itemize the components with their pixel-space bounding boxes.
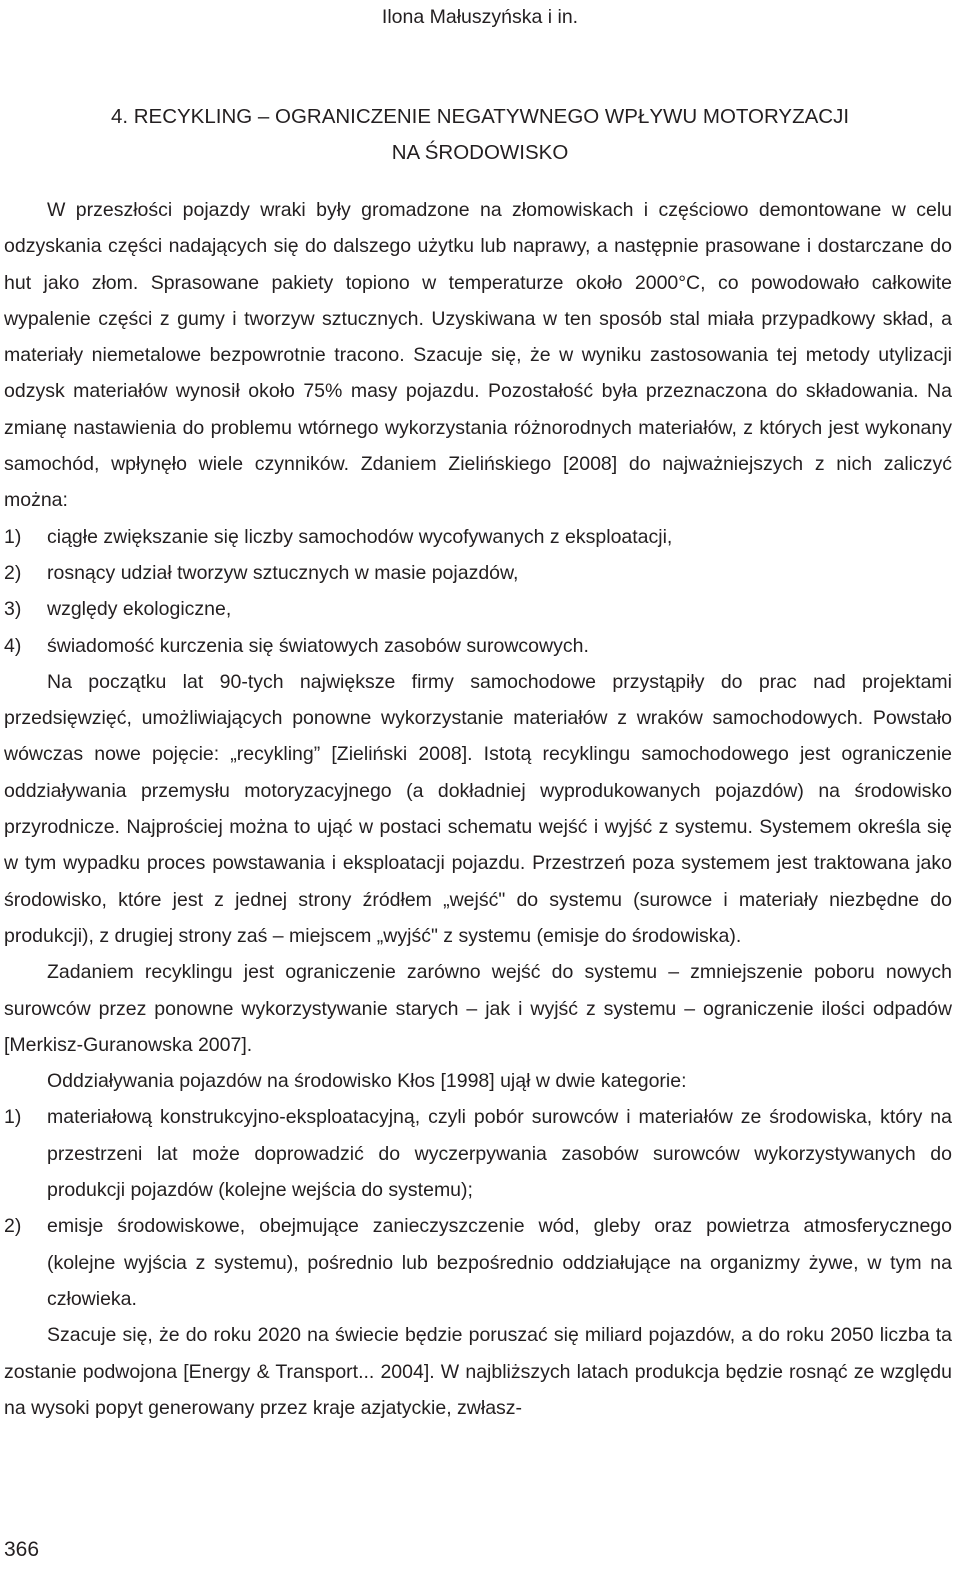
body-text <box>4 192 952 1426</box>
running-head: Ilona Małuszyńska i in. <box>381 6 579 28</box>
list-item-number: 2) <box>4 561 22 584</box>
list-item-text: ciągłe zwiększanie się liczby samochodów wycofywanych z eksploatacji, <box>47 525 673 548</box>
list-item <box>4 1099 952 1208</box>
list-item-text: świadomość kurczenia się światowych zasobów surowcowych. <box>47 634 589 657</box>
list-item <box>4 519 952 555</box>
list-item-number: 1) <box>4 525 22 548</box>
list-item <box>4 591 952 627</box>
paragraph-2: Na początku lat 90-tych największe firmy samochodowe przystąpiły do prac nad projektami przedsięwzięć, umożliwiających ponowne wykorzystanie materiałów z wraków samochodowych. Powstało wówczas nowe pojęcie: „recykling” [Zieliński 2008]. Istotą recyklingu samochodowego jest ograniczenie oddziaływania przemysłu motoryzacyjnego (a dokładniej wyprodukowanych pojazdów) na środowisko przyrodnicze. Najprościej można to ująć w postaci schematu wejść i wyjść z systemu. Systemem określa się w tym wypadku proces powstawania i eksploatacji pojazdu. Przestrzeń poza systemem jest traktowana jako środowisko, które jest z jednej strony źródłem „wejść" do systemu (surowce i materiały niezbędne do produkcji), z drugiej strony zaś – miejscem „wyjść" z systemu (emisje do środowiska). <box>4 670 952 947</box>
section-heading <box>40 99 920 171</box>
section-heading-line-2: NA ŚRODOWISKO <box>391 141 569 164</box>
section-heading-line-1: 4. RECYKLING – OGRANICZENIE NEGATYWNEGO WPŁYWU MOTORYZACJI <box>110 105 850 128</box>
list-item-text: emisje środowiskowe, obejmujące zanieczyszczenie wód, gleby oraz powietrza atmosferycznego (kolejne wyjścia z systemu), pośrednio lub bezpośrednio oddziałujące na organizmy żywe, w tym na człowieka. <box>47 1215 952 1310</box>
list-item-number: 1) <box>4 1106 22 1129</box>
page-number: 366 <box>4 1538 40 1561</box>
paragraph-3: Zadaniem recyklingu jest ograniczenie zarówno wejść do systemu – zmniejszenie poboru nowych surowców przez ponowne wykorzystywanie starych – jak i wyjść z systemu – ograniczenie ilości odpadów [Merkisz-Guranowska 2007]. <box>4 961 952 1056</box>
paragraph-1: W przeszłości pojazdy wraki były gromadzone na złomowiskach i częściowo demontowane w celu odzyskania części nadających się do dalszego użytku lub naprawy, a następnie prasowane i dostarczane do hut jako złom. Sprasowane pakiety topiono w temperaturze około 2000°C, co powodowało całkowite wypalenie części z gumy i tworzyw sztucznych. Uzyskiwana w ten sposób stal miała przypadkowy skład, a materiały niemetalowe bezpowrotnie tracono. Szacuje się, że w wyniku zastosowania tej metody utylizacji odzysk materiałów wynosił około 75% masy pojazdu. Pozostałość była przeznaczona do składowania. Na zmianę nastawienia do problemu wtórnego wykorzystania różnorodnych materiałów, z których jest wykonany samochód, wpłynęło wiele czynników. Zdaniem Zielińskiego [2008] do najważniejszych z nich zaliczyć można: <box>4 199 952 512</box>
list-item-text: materiałową konstrukcyjno-eksploatacyjną, czyli pobór surowców i materiałów ze środowiska, który na przestrzeni lat może doprowadzić do wyczerpywania zasobów surowców wykorzystywanych do produkcji pojazdów (kolejne wejścia do systemu); <box>47 1106 952 1202</box>
list-item-text: rosnący udział tworzyw sztucznych w masie pojazdów, <box>47 561 519 584</box>
list-item-text: względy ekologiczne, <box>47 598 232 621</box>
list-item <box>4 1208 952 1317</box>
list-item <box>4 555 952 591</box>
list-item-number: 3) <box>4 598 22 621</box>
list-item <box>4 628 952 664</box>
paragraph-4: Oddziaływania pojazdów na środowisko Kłos [1998] ujął w dwie kategorie: <box>47 1070 687 1093</box>
list-item-number: 2) <box>4 1215 22 1238</box>
list-item-number: 4) <box>4 634 22 657</box>
paragraph-5: Szacuje się, że do roku 2020 na świecie będzie poruszać się miliard pojazdów, a do roku 2050 liczba ta zostanie podwojona [Energy & Transport... 2004]. W najbliższych latach produkcja będzie rosnąć ze względu na wysoki popyt generowany przez kraje azjatyckie, zwłasz- <box>4 1324 952 1419</box>
